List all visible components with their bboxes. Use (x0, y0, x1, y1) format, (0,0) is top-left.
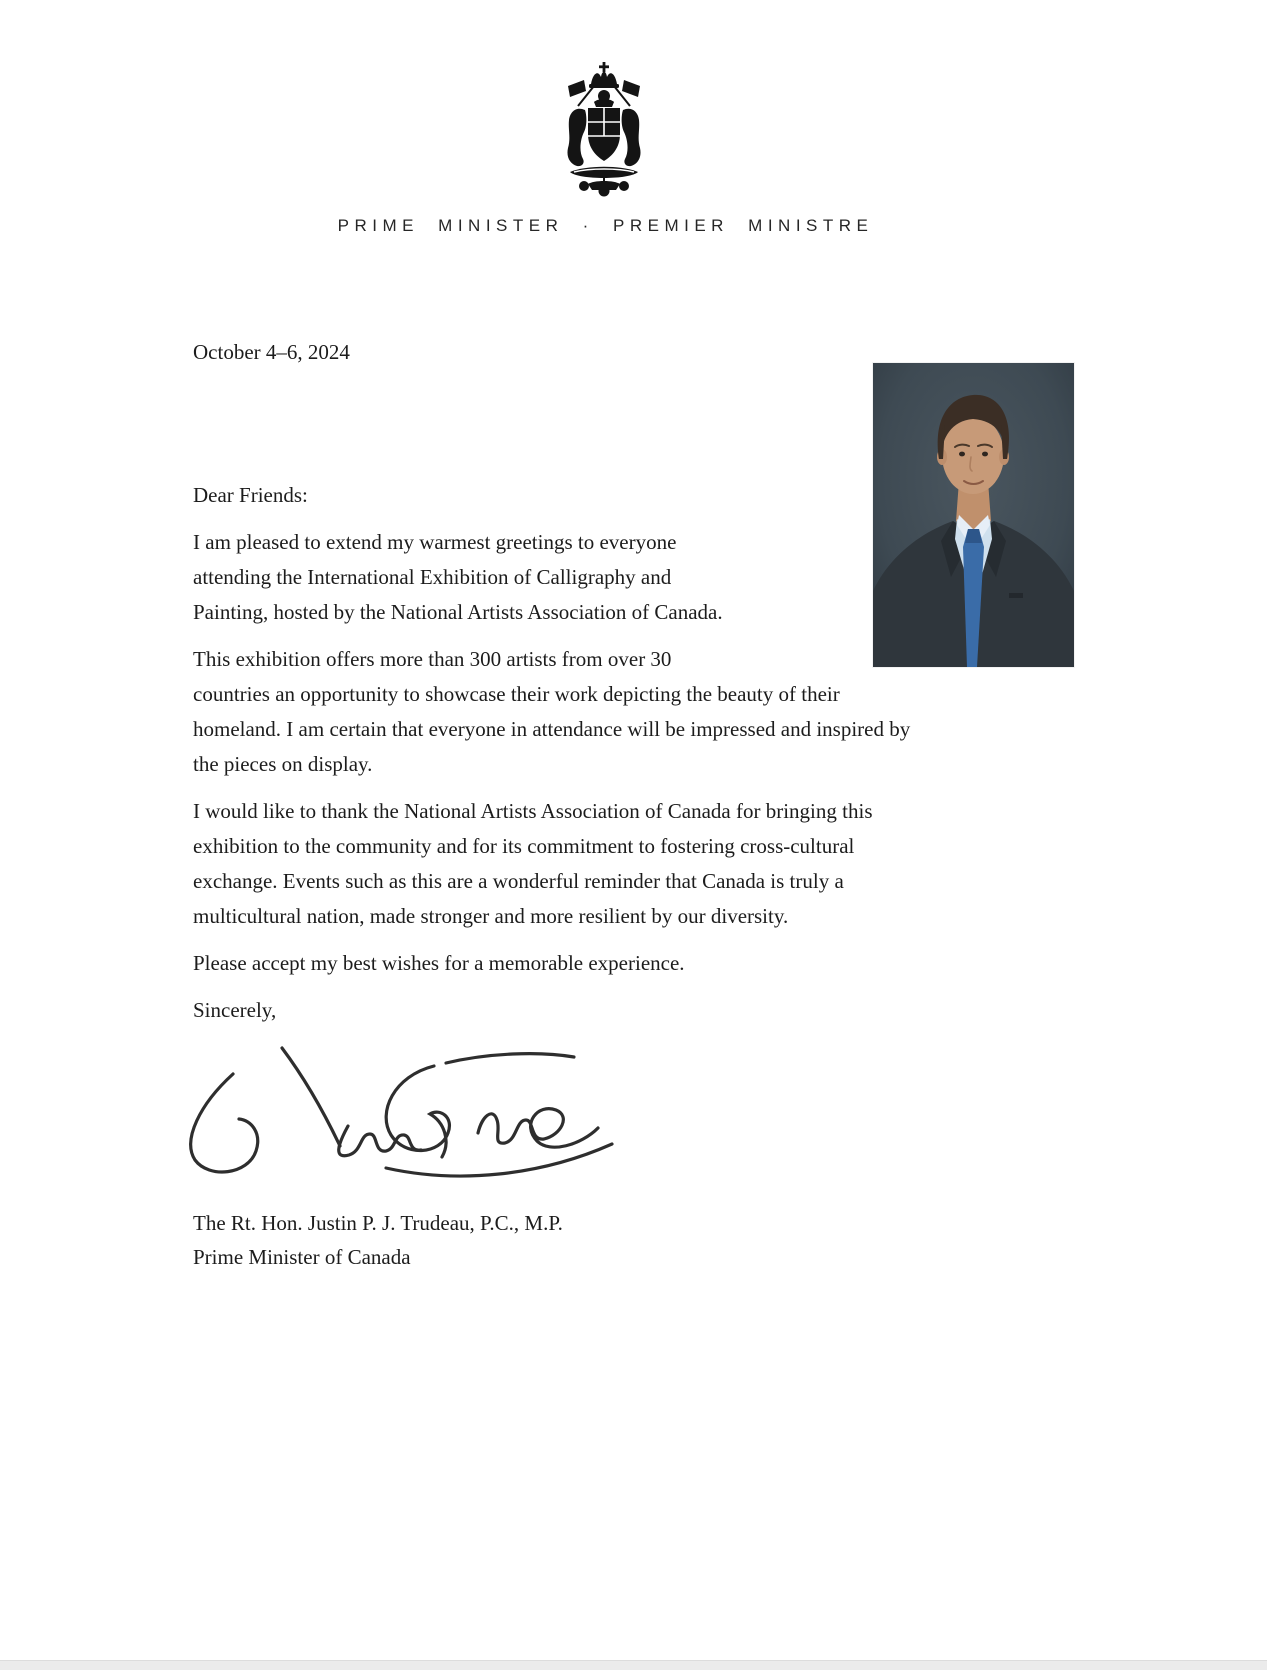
paragraph (193, 794, 1023, 934)
text-line: exchange. Events such as this are a wonderful reminder that Canada is truly a (193, 869, 844, 893)
salutation: Dear Friends: (193, 483, 308, 507)
letter-date: October 4–6, 2024 (193, 340, 350, 364)
text-line: homeland. I am certain that everyone in attendance will be impressed and inspired by (193, 717, 911, 741)
signer-name: The Rt. Hon. Justin P. J. Trudeau, P.C., M.P. (193, 1211, 563, 1235)
text-line: Please accept my best wishes for a memorable experience. (193, 951, 685, 975)
text-line: attending the International Exhibition of Calligraphy and (193, 565, 672, 589)
coat-of-arms-emblem (558, 60, 650, 202)
text-line: I would like to thank the National Artists Association of Canada for bringing this (193, 799, 873, 823)
paragraph (193, 525, 1023, 630)
page-bottom-edge (0, 1660, 1267, 1670)
letter-body (193, 478, 1023, 1028)
masthead-title: PRIME MINISTER · PREMIER MINISTRE (337, 216, 874, 235)
text-line: Painting, hosted by the National Artists Association of Canada. (193, 600, 723, 624)
text-line: the pieces on display. (193, 752, 373, 776)
paragraph (193, 946, 1023, 981)
signer-block (193, 1206, 563, 1274)
signer-title: Prime Minister of Canada (193, 1245, 411, 1269)
paragraph (193, 642, 1023, 782)
paragraphs (193, 525, 1023, 981)
text-line: exhibition to the community and for its commitment to fostering cross-cultural (193, 834, 855, 858)
closing: Sincerely, (193, 998, 277, 1022)
text-line: This exhibition offers more than 300 artists from over 30 (193, 647, 672, 671)
text-line: countries an opportunity to showcase their work depicting the beauty of their (193, 682, 840, 706)
text-line: multicultural nation, made stronger and more resilient by our diversity. (193, 904, 789, 928)
signature-image (178, 1032, 623, 1184)
text-line: I am pleased to extend my warmest greetings to everyone (193, 530, 677, 554)
